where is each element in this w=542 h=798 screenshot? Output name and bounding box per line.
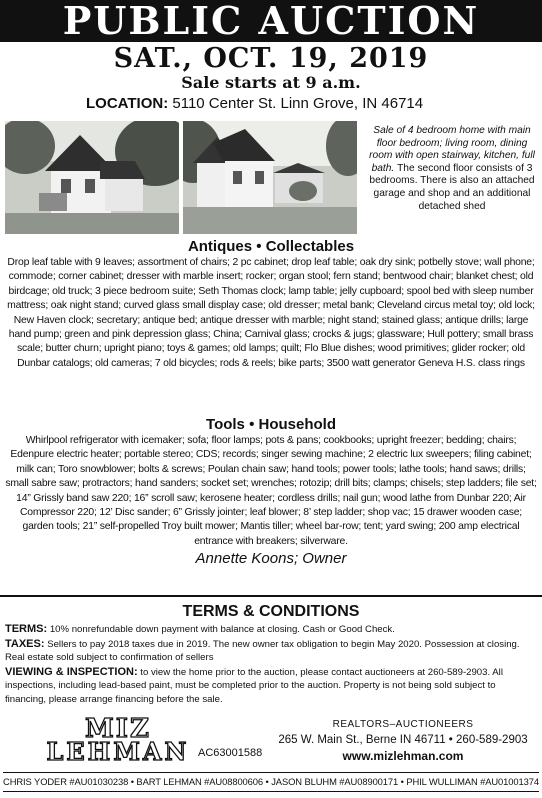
sale-start-time: Sale starts at 9 a.m. — [181, 73, 361, 92]
taxes-paragraph — [5, 638, 537, 665]
company-address: 265 W. Main St., Berne IN 46711 • 260-589-2903 — [278, 734, 528, 746]
company-logo — [18, 714, 218, 766]
company-tagline: REALTORS–AUCTIONEERS — [332, 719, 474, 730]
tools-section — [0, 416, 542, 568]
antiques-heading: Antiques • Collectables — [187, 238, 355, 255]
location-line — [0, 94, 542, 114]
logo-line1: MIZ — [85, 714, 151, 744]
sale-description-line2: The second floor consists of 3 bedrooms. There is also an attached garage and shop and an additional detached shed — [369, 162, 535, 212]
sale-description — [366, 125, 538, 213]
antiques-section — [0, 238, 542, 371]
location-value: 5110 Center St. Linn Grove, IN 46714 — [168, 95, 424, 112]
taxes-text: Sellers to pay 2018 taxes due in 2019. The new owner tax obligation to begin May 2020. Possession at closing. Real estate sold subject to confirmation of sellers — [5, 638, 520, 663]
terms-paragraph — [5, 623, 537, 637]
auctioneer-list: CHRIS YODER #AU01030238 • BART LEHMAN #AU08800606 • JASON BLUHM #AU08900171 • PHIL WULLIMAN #AU01001374 — [3, 772, 539, 792]
company-website[interactable]: www.mizlehman.com — [342, 749, 464, 763]
viewing-label: VIEWING & INSPECTION: — [5, 665, 138, 678]
taxes-label: TAXES: — [5, 637, 45, 650]
viewing-paragraph — [5, 666, 537, 707]
section-divider — [0, 595, 542, 597]
logo-line2: LEHMAN — [46, 737, 190, 766]
terms-label: TERMS: — [5, 623, 48, 635]
sale-description-line1: Sale of 4 bedroom home with main floor bedroom; living room, dining room with open stairway, kitchen, full bath. — [369, 125, 535, 174]
company-contact — [270, 718, 536, 764]
owner-name: Annette Koons; Owner — [195, 550, 347, 568]
location-label: LOCATION: — [86, 95, 169, 112]
sale-date: SAT., OCT. 19, 2019 — [113, 43, 429, 74]
viewing-text: to view the home prior to the auction, please contact auctioneers at 260-589-2903. All inspections, including lead-based paint, must be completed prior to the auction. Property is not being sold subject to financing, please arrange financing before the sale. — [5, 666, 503, 705]
banner-title: PUBLIC AUCTION — [0, 0, 542, 42]
photo-house-side — [5, 121, 179, 234]
license-number: AC63001588 — [198, 747, 263, 759]
tools-list: Whirlpool refrigerator with icemaker; sofa; floor lamps; pots & pans; cookbooks; upright freezer; bedding; chairs; Edenpure electric heater; portable stereo; CDS; records; singer sewing machine; 2 electric lux sweepers; filing cabinet; milk can; Toro snowblower; bolts & screws; Poulan chain saw; hand tools; power tools; lathe tools; hand saws; drills; small sabre saw; protractors; hand sanders; socket set; wrenches; rotozip; drill bits; clamps; chisels; step ladders; file set; 14” Grissly band saw 220; 16” scroll saw; kerosene heater; cordless drills; nail gun; wood lathe from Dunbar 220; Air Compressor 220; 12’ Disc sander; 6” Grissly jointer; leaf blower; 8’ step ladder; shop vac; 15 drawer wooden case; garden tools; 21” self-propelled Troy built mower; Mantis tiller; wheel bar-row; tent; yard swing; 200 amp electrical entrance with breakers; silverware. — [5, 435, 537, 547]
photo-house-front — [183, 121, 357, 234]
terms-heading: TERMS & CONDITIONS — [182, 603, 360, 620]
terms-block — [5, 623, 537, 707]
terms-text: 10% nonrefundable down payment with balance at closing. Cash or Good Check. — [47, 624, 395, 635]
tools-heading: Tools • Household — [206, 416, 336, 433]
photo-strip — [5, 121, 357, 234]
antiques-list: Drop leaf table with 9 leaves; assortment of chairs; 2 pc cabinet; drop leaf table; oak dry sink; potbelly stove; wall phone; commode; corner cabinet; dresser with marble insert; rocker; organ stool; fern stand; bentwood chair; blanket chest; old birdcage; old truck; 3 piece bedroom suite; Seth Thomas clock; lamp table; jelly cupboard; spool bed with sleep number mattress; oak night stand; curved glass small display case; old dresser; metal bank; Cleveland circus metal toy; old lock; New Haven clock; secretary; antique bed; antique dresser with marble; night stand; stained glass; antique drills; large hand pump; green and pink depression glass; China; Carnival glass; crocks & jugs; glassware; Hull pottery; small brass scale; butter churn; upright piano; toys & games; old lamps; quilt; Flo Blue dishes; wood primitives; glider rocker; old Dunbar catalogs; old cameras; 7 old bicycles; rods & reels; bike parts; 3500 watt generator Geneva H.S. class rings — [7, 257, 535, 369]
